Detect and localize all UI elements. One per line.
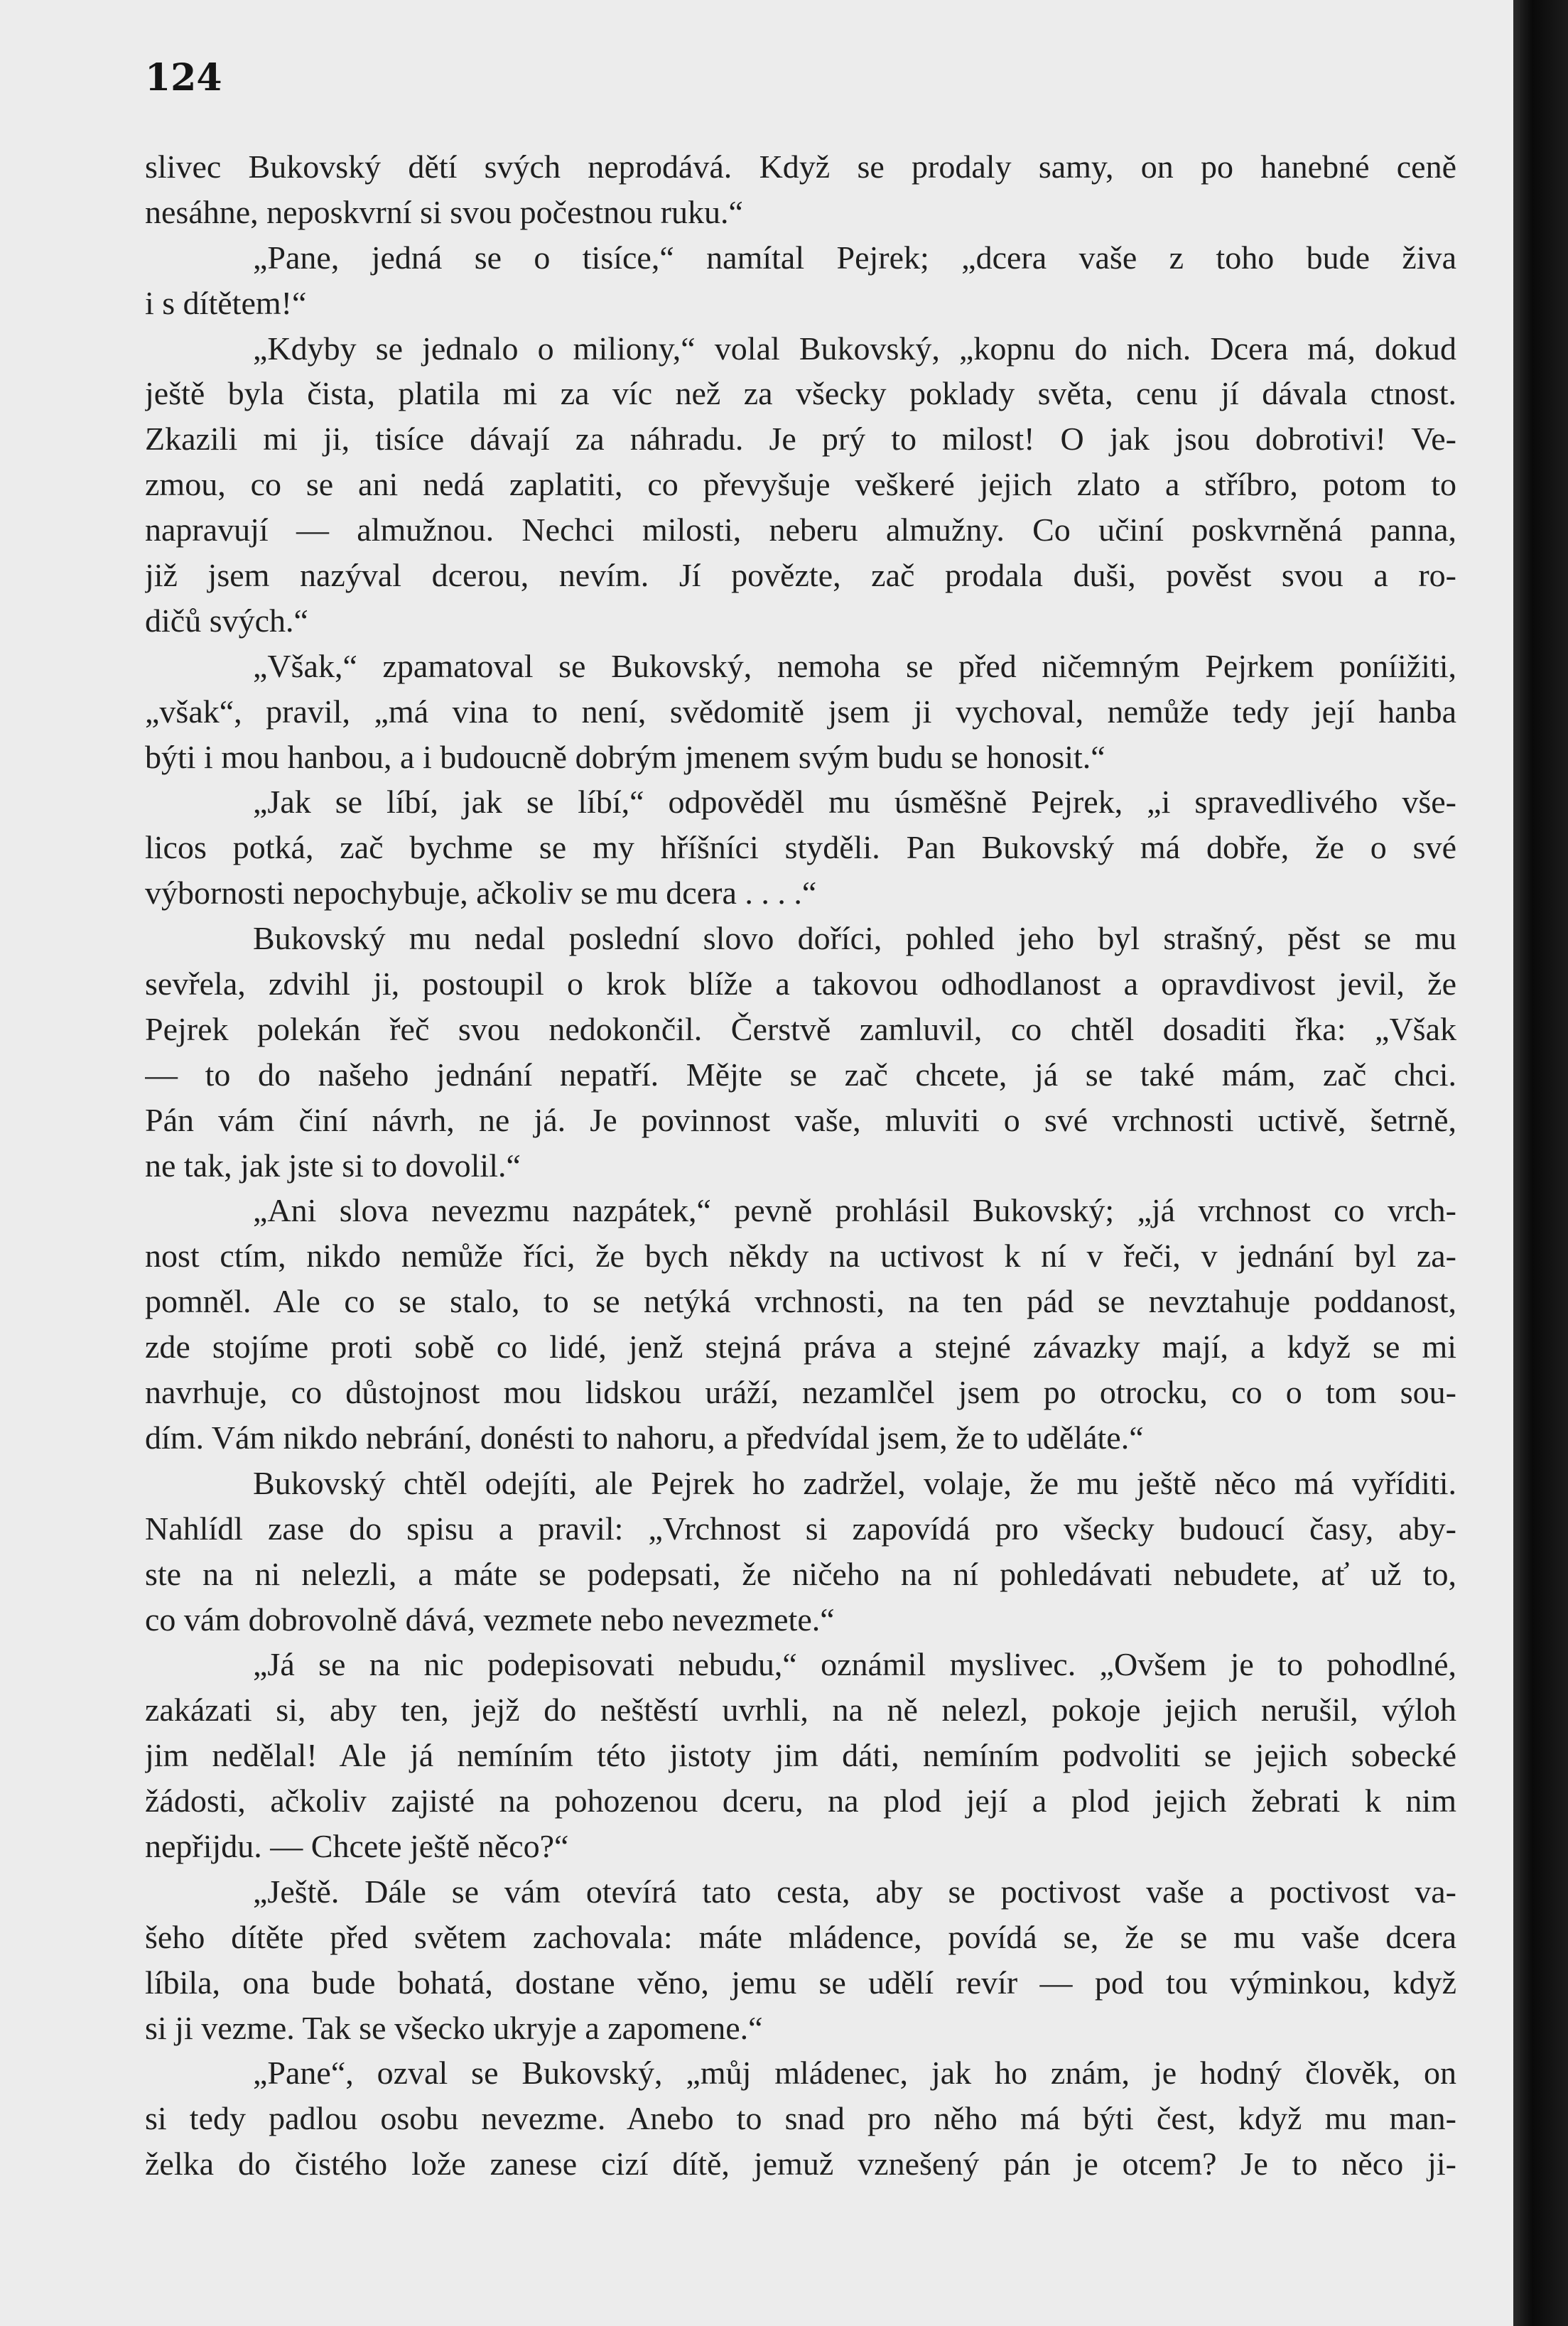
- text-line: „Ani slova nevezmu nazpátek,“ pevně prohlásil Bukovský; „já vrchnost co vrch-: [253, 1192, 1456, 1229]
- text-line: Bukovský chtěl odejíti, ale Pejrek ho zadržel, volaje, že mu ještě něco má vyříditi.: [253, 1464, 1456, 1501]
- text-line: si tedy padlou osobu nevezme. Anebo to snad pro něho má býti čest, když mu man-: [145, 2100, 1456, 2137]
- text-line: Nahlídl zase do spisu a pravil: „Vrchnost si zapovídá pro všecky budoucí časy, aby-: [145, 1510, 1456, 1547]
- text-line: Pejrek polekán řeč svou nedokončil. Čerstvě zamluvil, co chtěl dosaditi řka: „Však: [145, 1010, 1456, 1047]
- text-line: licos potká, zač bychme se my hříšníci styděli. Pan Bukovský má dobře, že o své: [145, 829, 1456, 866]
- text-line: šeho dítěte před světem zachovala: máte mládence, povídá se, že se mu vaše dcera: [145, 1918, 1456, 1955]
- text-line: sevřela, zdvihl ji, postoupil o krok blíže a takovou odhodlanost a opravdivost jevil, že: [145, 965, 1456, 1002]
- text-line: nost ctím, nikdo nemůže říci, že bych někdy na uctivost k ní v řeči, v jednání byl za-: [145, 1238, 1456, 1275]
- text-line: dím. Vám nikdo nebrání, donésti to nahoru, a předvídal jsem, že to uděláte.“: [145, 1419, 1144, 1456]
- text-line: Pán vám činí návrh, ne já. Je povinnost vaše, mluviti o své vrchnosti uctivě, šetrně,: [145, 1101, 1456, 1138]
- text-line: zmou, co se ani nedá zaplatiti, co převyšuje veškeré jejich zlato a stříbro, potom to: [145, 466, 1456, 503]
- text-line: „však“, pravil, „má vina to není, svědomitě jsem ji vychoval, nemůže tedy její hanba: [145, 693, 1456, 730]
- text-line: navrhuje, co důstojnost mou lidskou uráží, nezamlčel jsem po otrocku, co o tom sou-: [145, 1374, 1456, 1411]
- text-line: „Pane, jedná se o tisíce,“ namítal Pejrek; „dcera vaše z toho bude živa: [253, 239, 1456, 276]
- text-line: „Kdyby se jednalo o miliony,“ volal Bukovský, „kopnu do nich. Dcera má, dokud: [253, 330, 1456, 367]
- text-line: Zkazili mi ji, tisíce dávají za náhradu. Je prý to milost! O jak jsou dobrotivi! Ve-: [145, 421, 1456, 458]
- text-line: — to do našeho jednání nepatří. Mějte se zač chcete, já se také mám, zač chci.: [145, 1056, 1456, 1093]
- text-line: si ji vezme. Tak se všecko ukryje a zapomene.“: [145, 2009, 763, 2046]
- text-line: ste na ni nelezli, a máte se podepsati, že ničeho na ní pohledávati nebudete, ať už to,: [145, 1555, 1456, 1592]
- text-line: co vám dobrovolně dává, vezmete nebo nevezmete.“: [145, 1601, 835, 1638]
- text-line: „Však,“ zpamatoval se Bukovský, nemoha se před ničemným Pejrkem poníižiti,: [253, 647, 1456, 684]
- text-line: „Jak se líbí, jak se líbí,“ odpověděl mu úsměšně Pejrek, „i spravedlivého vše-: [253, 784, 1456, 821]
- text-line: pomněl. Ale co se stalo, to se netýká vrchnosti, na ten pád se nevztahuje poddanost,: [145, 1283, 1456, 1320]
- text-line: nesáhne, neposkvrní si svou počestnou ruku.“: [145, 193, 743, 230]
- text-line: i s dítětem!“: [145, 284, 307, 321]
- text-line: „Já se na nic podepisovati nebudu,“ oznámil myslivec. „Ovšem je to pohodlné,: [253, 1646, 1456, 1683]
- text-line: býti i mou hanbou, a i budoucně dobrým jmenem svým budu se honosit.“: [145, 738, 1105, 775]
- book-binding-shadow: [1513, 0, 1568, 2326]
- text-line: „Ještě. Dále se vám otevírá tato cesta, aby se poctivost vaše a poctivost va-: [253, 1873, 1456, 1910]
- text-line: žádosti, ačkoliv zajisté na pohozenou dceru, na plod její a plod jejich žebrati k nim: [145, 1783, 1456, 1819]
- text-line: slivec Bukovský dětí svých neprodává. Když se prodaly samy, on po hanebné ceně: [145, 148, 1456, 185]
- text-line: Bukovský mu nedal poslední slovo doříci, pohled jeho byl strašný, pěst se mu: [253, 920, 1456, 957]
- text-line: želka do čistého lože zanese cizí dítě, jemuž vznešený pán je otcem? Je to něco ji-: [145, 2146, 1456, 2182]
- text-line: výbornosti nepochybuje, ačkoliv se mu dcera . . . .“: [145, 875, 817, 912]
- text-line: zakázati si, aby ten, jejž do neštěstí uvrhli, na ně nelezl, pokoje jejich nerušil, výloh: [145, 1692, 1456, 1729]
- text-line: „Pane“, ozval se Bukovský, „můj mládenec, jak ho znám, je hodný člověk, on: [253, 2055, 1456, 2092]
- text-line: ne tak, jak jste si to dovolil.“: [145, 1147, 521, 1184]
- text-line: jim nedělal! Ale já nemíním této jistoty jim dáti, nemíním podvoliti se jejich sobecké: [145, 1737, 1456, 1774]
- text-line: ještě byla čista, platila mi za víc než za všecky poklady světa, cenu jí dávala ctnost.: [145, 375, 1456, 412]
- text-line: nepřijdu. — Chcete ještě něco?“: [145, 1827, 569, 1864]
- text-line: zde stojíme proti sobě co lidé, jenž stejná práva a stejné závazky mají, a když se mi: [145, 1329, 1456, 1365]
- text-line: dičů svých.“: [145, 602, 308, 639]
- text-line: již jsem nazýval dcerou, nevím. Jí povězte, zač prodala duši, pověst svou a ro-: [145, 557, 1456, 594]
- text-line: napravují — almužnou. Nechci milosti, neberu almužny. Co učiní poskvrněná panna,: [145, 512, 1456, 548]
- page-number: 124: [145, 56, 222, 99]
- body-text: [145, 144, 1456, 2187]
- text-line: líbila, ona bude bohatá, dostane věno, jemu se udělí revír — pod tou výminkou, když: [145, 1964, 1456, 2001]
